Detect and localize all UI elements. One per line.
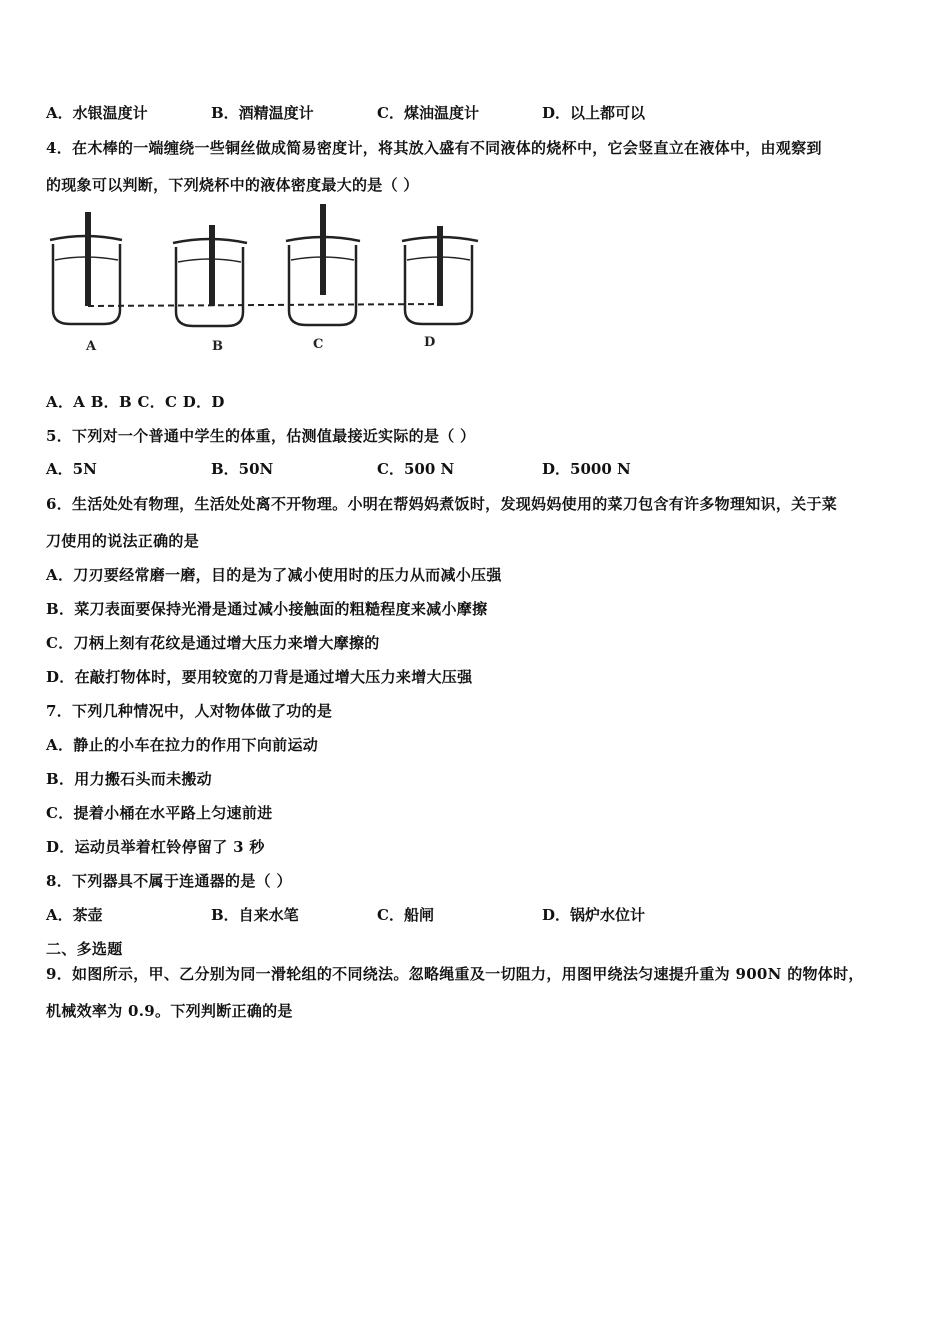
q6-stem-line1: 6．生活处处有物理，生活处处离不开物理。小明在帮妈妈煮饭时，发现妈妈使用的菜刀包含有许多物理知识，关于菜 <box>46 495 838 513</box>
q8-stem: 8．下列器具不属于连通器的是（ ） <box>46 872 292 890</box>
reference-dashed-line <box>88 304 440 306</box>
q7-option-c: C．提着小桶在水平路上匀速前进 <box>46 804 273 822</box>
q9-stem-line1: 9．如图所示，甲、乙分别为同一滑轮组的不同绕法。忽略绳重及一切阻力，用图甲绕法匀速提升重为 900N 的物体时， <box>46 965 864 983</box>
beaker-d <box>402 226 478 324</box>
q5-option-c: C．500 N <box>377 460 455 478</box>
q3-option-d: D．以上都可以 <box>542 104 646 122</box>
q4-stem-line2: 的现象可以判断，下列烧杯中的液体密度最大的是（ ） <box>46 176 419 194</box>
q5-stem: 5．下列对一个普通中学生的体重，估测值最接近实际的是（ ） <box>46 427 476 445</box>
beaker-b <box>173 225 247 326</box>
beaker-c <box>286 204 360 325</box>
q6-option-a: A．刀刃要经常磨一磨，目的是为了减小使用时的压力从而减小压强 <box>46 566 502 584</box>
q6-option-c: C．刀柄上刻有花纹是通过增大压力来增大摩擦的 <box>46 634 380 652</box>
beaker-a <box>50 212 122 324</box>
q4-stem-line1: 4．在木棒的一端缠绕一些铜丝做成简易密度计，将其放入盛有不同液体的烧杯中，它会竖直立在液体中，由观察到 <box>46 139 822 157</box>
q9-stem-line2: 机械效率为 0.9。下列判断正确的是 <box>46 1002 293 1020</box>
label-a: A <box>86 339 97 354</box>
q3-option-b: B．酒精温度计 <box>211 104 314 122</box>
q5-option-a: A．5N <box>46 460 97 478</box>
q5-option-b: B．50N <box>211 460 274 478</box>
q8-option-b: B．自来水笔 <box>211 906 299 924</box>
beaker-diagram <box>40 198 490 358</box>
q4-beaker-figure <box>40 198 490 358</box>
q6-stem-line2: 刀使用的说法正确的是 <box>46 532 200 550</box>
q6-option-d: D．在敲打物体时，要用较宽的刀背是通过增大压力来增大压强 <box>46 668 473 686</box>
q7-option-b: B．用力搬石头而未搬动 <box>46 770 212 788</box>
q8-option-c: C．船闸 <box>377 906 434 924</box>
q3-option-c: C．煤油温度计 <box>377 104 479 122</box>
label-c: C <box>313 337 324 352</box>
q8-option-a: A．茶壶 <box>46 906 103 924</box>
q8-option-d: D．锅炉水位计 <box>542 906 646 924</box>
q5-option-d: D．5000 N <box>542 460 631 478</box>
section-heading-multiple-choice: 二、多选题 <box>46 940 123 958</box>
label-b: B <box>212 339 223 354</box>
label-d: D <box>424 335 436 350</box>
q3-option-a: A．水银温度计 <box>46 104 148 122</box>
q6-option-b: B．菜刀表面要保持光滑是通过减小接触面的粗糙程度来减小摩擦 <box>46 600 488 618</box>
q7-option-a: A．静止的小车在拉力的作用下向前运动 <box>46 736 319 754</box>
q7-option-d: D．运动员举着杠铃停留了 3 秒 <box>46 838 265 856</box>
q7-stem: 7．下列几种情况中，人对物体做了功的是 <box>46 702 333 720</box>
q4-options: A．A B．B C．C D．D <box>46 393 225 411</box>
